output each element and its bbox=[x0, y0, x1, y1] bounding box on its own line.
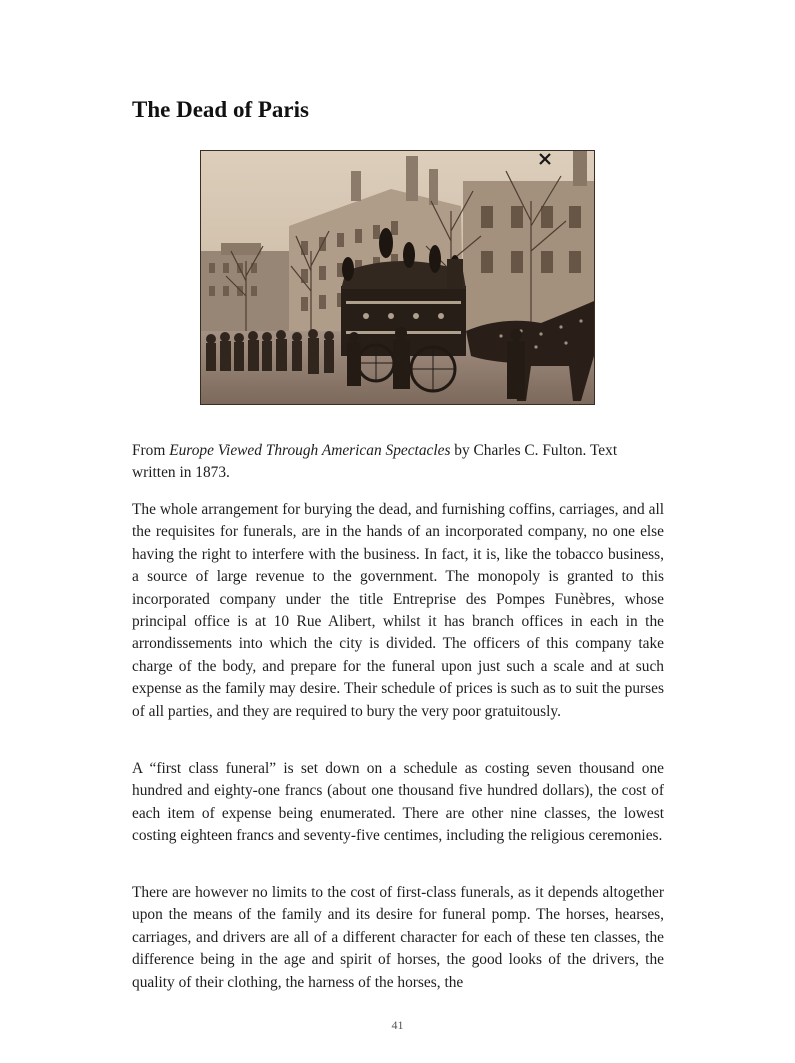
source-note bbox=[132, 440, 664, 485]
paragraph-text: There are however no limits to the cost of first-class funerals, as it depends altogether upon the means of the family and its desire for funeral pomp. The horses, hearses, carriages, and drivers are all of a different character for each of these ten classes, the difference being in the age and spirit of horses, the good looks of the drivers, the quality of their clothing, the harness of the horses, the bbox=[132, 884, 664, 991]
paragraph-2 bbox=[132, 758, 664, 848]
paragraph-1 bbox=[132, 499, 664, 723]
intro-suffix: by Charles C. Fulton. Text written in 1873. bbox=[132, 442, 618, 482]
page-title: The Dead of Paris bbox=[132, 97, 309, 122]
book-title: Europe Viewed Through American Spectacles bbox=[169, 442, 451, 459]
funeral-hearse-photo bbox=[200, 150, 595, 405]
paragraph-text: The whole arrangement for burying the dead, and furnishing coffins, carriages, and all the requisites for funerals, are in the hands of an incorporated company, no one else having the right to interfere with the business. In fact, it is, like the tobacco business, a source of large revenue to the government. The monopoly is granted to this incorporated company under the title Entreprise des Pompes Funèbres, whose principal office is at 10 Rue Alibert, whilst it has branch offices in each in the arrondissements into which the city is divided. The officers of this company take charge of the body, and prepare for the funeral upon just such a scale and at such expense as the family may desire. Their schedule of prices is such as to suit the purses of all parties, and they are required to bury the very poor gratuitously. bbox=[132, 501, 664, 720]
paragraph-text: A “first class funeral” is set down on a schedule as costing seven thousand one hundred and eighty-one francs (about one thousand five hundred dollars), the cost of each item of expense being enumerated. There are other nine classes, the lowest costing eighteen francs and seventy-five centimes, including the religious ceremonies. bbox=[132, 760, 664, 845]
page-number: 41 bbox=[391, 1018, 404, 1032]
intro-prefix: From bbox=[132, 442, 170, 459]
paragraph-3 bbox=[132, 882, 664, 994]
